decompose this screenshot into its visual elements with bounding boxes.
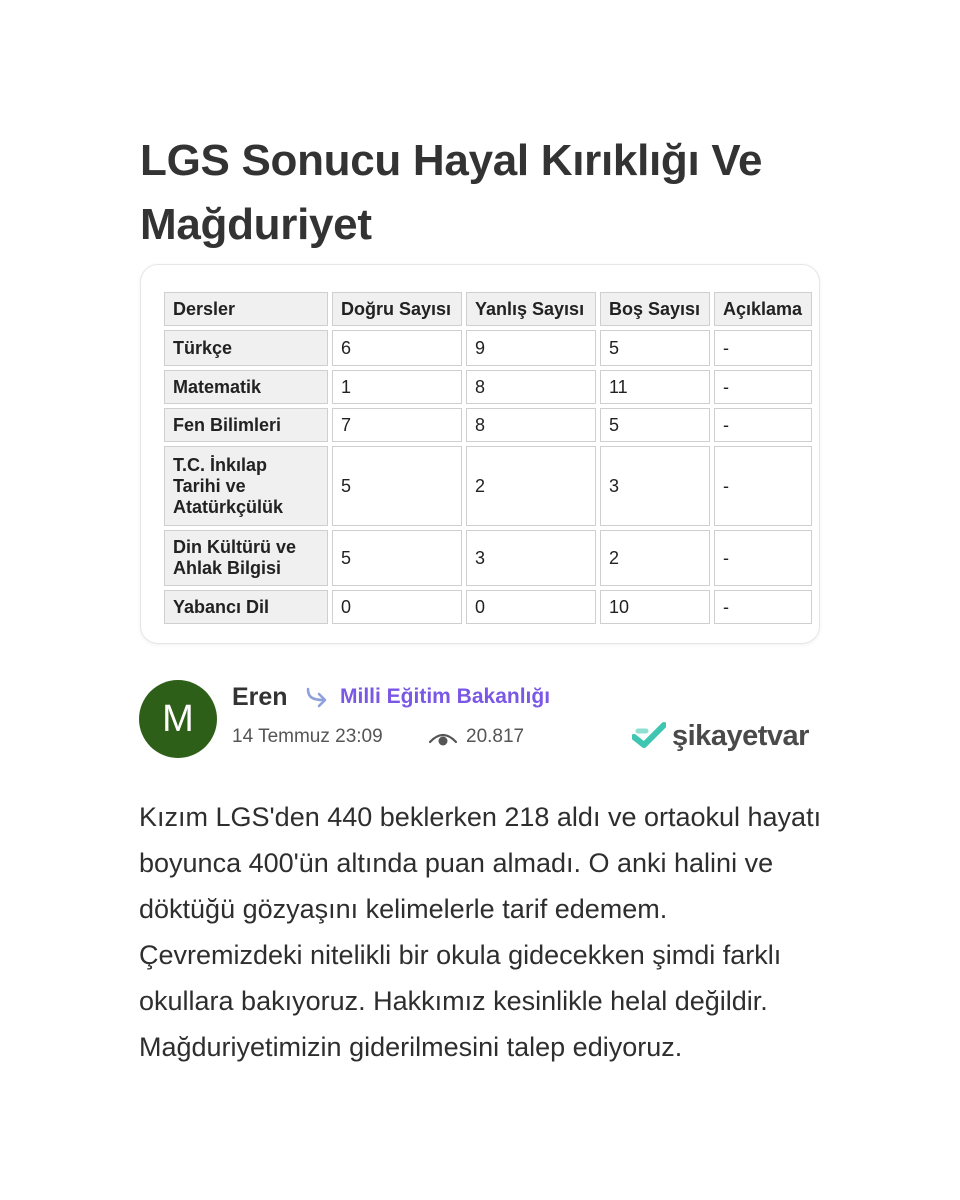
note-cell: - bbox=[714, 370, 812, 404]
table-row bbox=[164, 330, 812, 366]
subject-cell: T.C. İnkılap Tarihi ve Atatürkçülük bbox=[164, 446, 328, 526]
header-cell: Doğru Sayısı bbox=[332, 292, 462, 326]
eye-icon bbox=[428, 729, 458, 749]
view-count: 20.817 bbox=[466, 726, 525, 747]
subject-cell: Yabancı Dil bbox=[164, 590, 328, 624]
correct-cell: 7 bbox=[332, 408, 462, 442]
table-row bbox=[164, 408, 812, 442]
correct-cell: 0 bbox=[332, 590, 462, 624]
subject-cell: Matematik bbox=[164, 370, 328, 404]
correct-cell: 5 bbox=[332, 446, 462, 526]
page-title: LGS Sonucu Hayal Kırıklığı Ve Mağduriyet bbox=[140, 136, 763, 250]
wrong-cell: 0 bbox=[466, 590, 596, 624]
empty-cell: 5 bbox=[600, 330, 710, 366]
empty-cell: 11 bbox=[600, 370, 710, 404]
note-cell: - bbox=[714, 330, 812, 366]
correct-cell: 6 bbox=[332, 330, 462, 366]
results-table bbox=[160, 288, 816, 628]
note-cell: - bbox=[714, 590, 812, 624]
wrong-cell: 3 bbox=[466, 530, 596, 586]
complaint-text: Kızım LGS'den 440 beklerken 218 aldı ve ortaokul hayatı boyunca 400'ün altında puan almadı. O anki halini ve döktüğü gözyaşını kelimelerle tarif edemem. Çevremizdeki nitelikli bir okula gidecekken şimdi farklı okullara bakıyoruz. Hakkımız kesinlikle helal değildir. Mağduriyetimizin giderilmesini talep ediyoruz. bbox=[139, 802, 822, 1062]
wrong-cell: 8 bbox=[466, 370, 596, 404]
subject-cell: Din Kültürü ve Ahlak Bilgisi bbox=[164, 530, 328, 586]
subject-cell: Fen Bilimleri bbox=[164, 408, 328, 442]
subject-cell: Türkçe bbox=[164, 330, 328, 366]
table-header-row bbox=[164, 292, 812, 326]
table-row bbox=[164, 590, 812, 624]
correct-cell: 5 bbox=[332, 530, 462, 586]
header-cell: Yanlış Sayısı bbox=[466, 292, 596, 326]
correct-cell: 1 bbox=[332, 370, 462, 404]
note-cell: - bbox=[714, 408, 812, 442]
note-cell: - bbox=[714, 446, 812, 526]
table-row bbox=[164, 446, 812, 526]
table-row bbox=[164, 370, 812, 404]
empty-cell: 5 bbox=[600, 408, 710, 442]
wrong-cell: 2 bbox=[466, 446, 596, 526]
empty-cell: 2 bbox=[600, 530, 710, 586]
note-cell: - bbox=[714, 530, 812, 586]
wrong-cell: 8 bbox=[466, 408, 596, 442]
header-cell: Dersler bbox=[164, 292, 328, 326]
sikayetvar-logo-icon bbox=[632, 721, 666, 751]
brand-logo[interactable] bbox=[632, 716, 809, 756]
post-date: 14 Temmuz 23:09 bbox=[232, 726, 383, 747]
complaint-target-link[interactable]: Milli Eğitim Bakanlığı bbox=[340, 685, 551, 708]
author-name[interactable]: Eren bbox=[232, 683, 288, 711]
header-cell: Boş Sayısı bbox=[600, 292, 710, 326]
wrong-cell: 9 bbox=[466, 330, 596, 366]
header-cell: Açıklama bbox=[714, 292, 812, 326]
empty-cell: 3 bbox=[600, 446, 710, 526]
table-row bbox=[164, 530, 812, 586]
avatar[interactable]: M bbox=[139, 680, 217, 758]
brand-name: şikayetvar bbox=[672, 719, 809, 752]
empty-cell: 10 bbox=[600, 590, 710, 624]
reply-arrow-icon bbox=[304, 685, 332, 709]
